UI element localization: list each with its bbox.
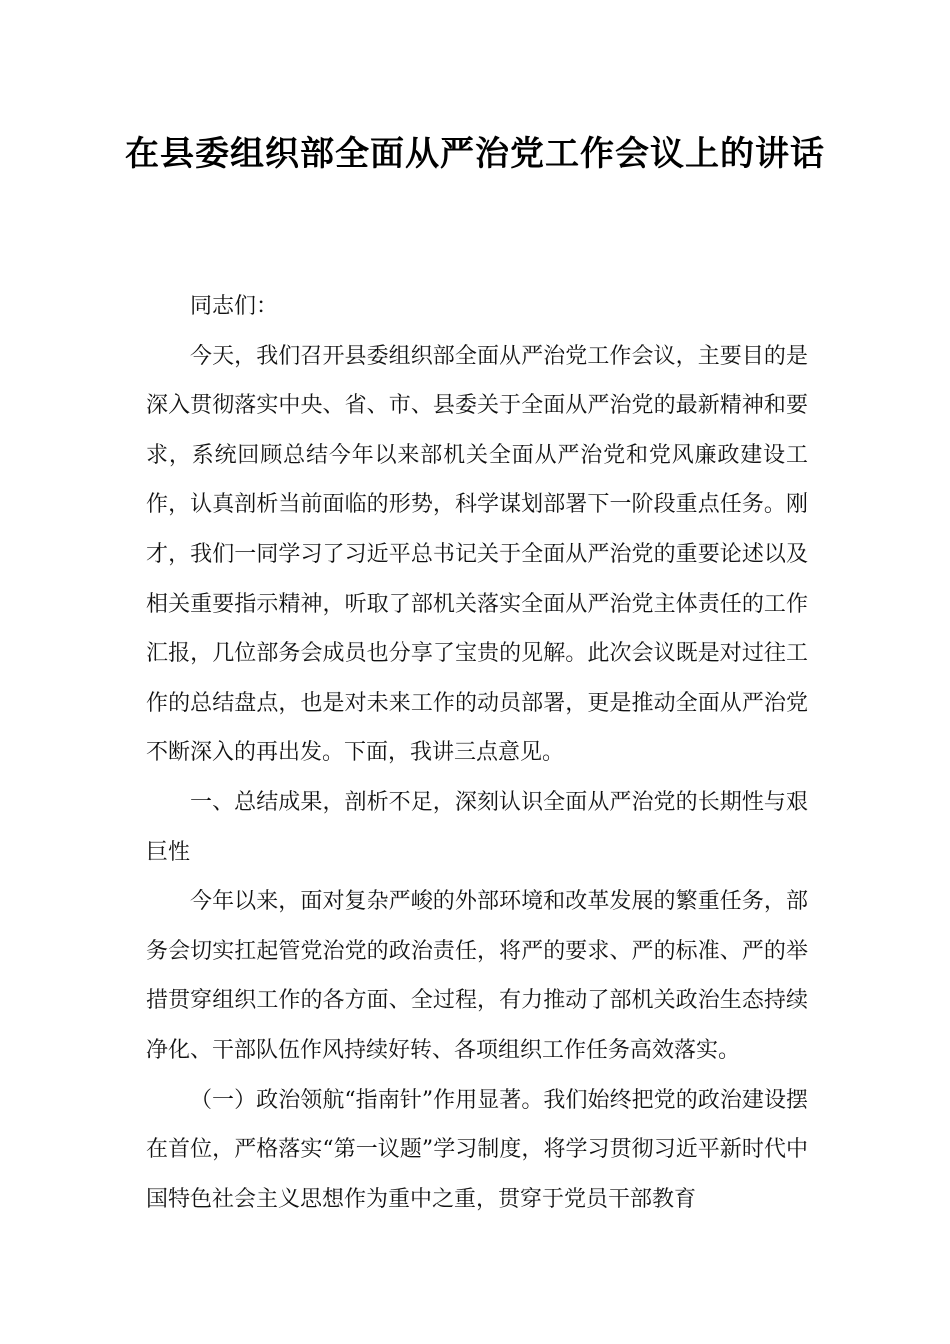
section-heading-1: 一、总结成果，剖析不足，深刻认识全面从严治党的长期性与艰巨性	[146, 789, 808, 865]
paragraph-intro: 今天，我们召开县委组织部全面从严治党工作会议，主要目的是深入贯彻落实中央、省、市、县委关于全面从严治党的最新精神和要求，系统回顾总结今年以来部机关全面从严治党和党风廉政建设工作，认真剖析当前面临的形势，科学谋划部署下一阶段重点任务。刚才，我们一同学习了习近平总书记关于全面从严治党的重要论述以及相关重要指示精神，听取了部机关落实全面从严治党主体责任的工作汇报，几位部务会成员也分享了宝贵的见解。此次会议既是对过往工作的总结盘点，也是对未来工作的动员部署，更是推动全面从严治党不断深入的再出发。下面，我讲三点意见。	[146, 343, 808, 766]
greeting: 同志们：	[190, 294, 279, 319]
paragraph-sub-1: （一）政治领航“指南针”作用显著。我们始终把党的政治建设摆在首位，严格落实“第一议题”学习制度，将学习贯彻习近平新时代中国特色社会主义思想作为重中之重，贯穿于党员干部教育	[146, 1087, 808, 1212]
document-body	[146, 282, 808, 1224]
document-title: 在县委组织部全面从严治党工作会议上的讲话	[125, 134, 825, 174]
paragraph-achievements: 今年以来，面对复杂严峻的外部环境和改革发展的繁重任务，部务会切实扛起管党治党的政治责任，将严的要求、严的标准、严的举措贯穿组织工作的各方面、全过程，有力推动了部机关政治生态持续净化、干部队伍作风持续好转、各项组织工作任务高效落实。	[146, 889, 808, 1063]
